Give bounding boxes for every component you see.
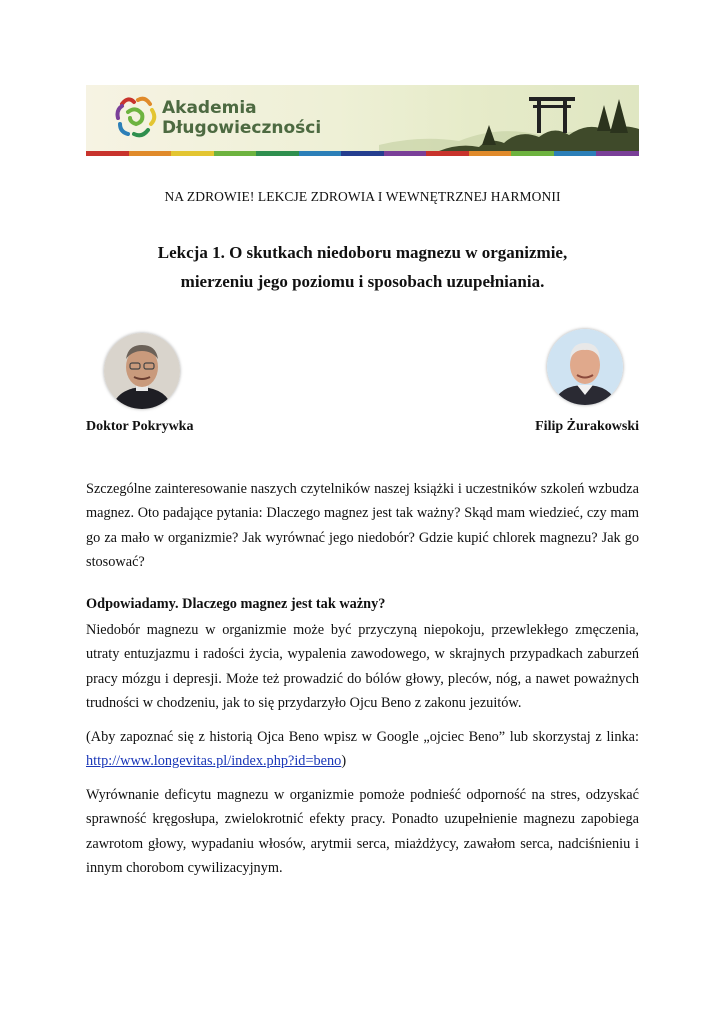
brand-line-1: Akademia (162, 98, 257, 118)
answer-heading: Odpowiadamy. Dlaczego magnez jest tak ważny? (86, 596, 386, 612)
author-name-right: Filip Żurakowski (535, 419, 639, 434)
intro-paragraph: Szczególne zainteresowanie naszych czytelników naszej książki i uczestników szkoleń wzbudza magnez. Oto padające pytania: Dlaczego magnez jest tak ważny? Skąd mam wiedzieć, czy mam go za mało w organizmie? Jak wyrównać jego niedobór? Gdzie kupić chlorek magnezu? Jak go stosować? (86, 481, 639, 571)
color-stripe (469, 151, 512, 156)
color-stripe-bar (86, 151, 639, 156)
series-title: NA ZDROWIE! LEKCJE ZDROWIA I WEWNĘTRZNEJ HARMONII (164, 189, 561, 204)
lesson-title (0, 238, 725, 296)
reference-paragraph (86, 725, 639, 774)
author-name-left: Doktor Pokrywka (86, 419, 194, 434)
author-photo-zurakowski (547, 329, 623, 405)
color-stripe (426, 151, 469, 156)
color-stripe (171, 151, 214, 156)
longevitas-link[interactable]: http://www.longevitas.pl/index.php?id=beno (86, 753, 342, 770)
landscape-torii-icon (379, 85, 639, 156)
color-stripe (554, 151, 597, 156)
color-stripe (384, 151, 427, 156)
color-stripe (596, 151, 639, 156)
color-stripe (86, 151, 129, 156)
reference-closing: ) (341, 753, 347, 770)
color-stripe (129, 151, 172, 156)
brand-line-2: Długowieczności (162, 118, 322, 138)
academy-logo-icon (114, 92, 158, 146)
brand-name (162, 98, 321, 138)
closing-paragraph: Wyrównanie deficytu magnezu w organizmie pomoże podnieść odporność na stres, odzyskać sprawność kręgosłupa, zwielokrotnić efekty pracy. Ponadto uzupełnienie magnezu zapobiega zawrotom głowy, wypadaniu włosów, arytmii serca, miażdżycy, zawałom serca, nadciśnieniu i innym chorobom cywilizacyjnym. (86, 787, 639, 877)
lesson-title-line-1: Lekcja 1. O skutkach niedoboru magnezu w organizmie, (157, 243, 568, 262)
reference-text: (Aby zapoznać się z historią Ojca Beno wpisz w Google „ojciec Beno” lub skorzystaj z linka: (86, 729, 639, 745)
header-banner (86, 85, 639, 156)
color-stripe (341, 151, 384, 156)
color-stripe (299, 151, 342, 156)
color-stripe (511, 151, 554, 156)
color-stripe (256, 151, 299, 156)
color-stripe (214, 151, 257, 156)
answer-paragraph: Niedobór magnezu w organizmie może być przyczyną niepokoju, przewlekłego zmęczenia, utraty entuzjazmu i radości życia, wypalenia zawodowego, w skrajnych przypadkach zaburzeń pracy mózgu i depresji. Może też prowadzić do bólów głowy, pleców, nóg, a nawet poważnych trudności w chodzeniu, jak to się przydarzyło Ojcu Beno z zakonu jezuitów. (86, 622, 639, 712)
lesson-title-line-2: mierzeniu jego poziomu i sposobach uzupełniania. (180, 272, 545, 291)
author-photo-pokrywka (104, 333, 180, 409)
